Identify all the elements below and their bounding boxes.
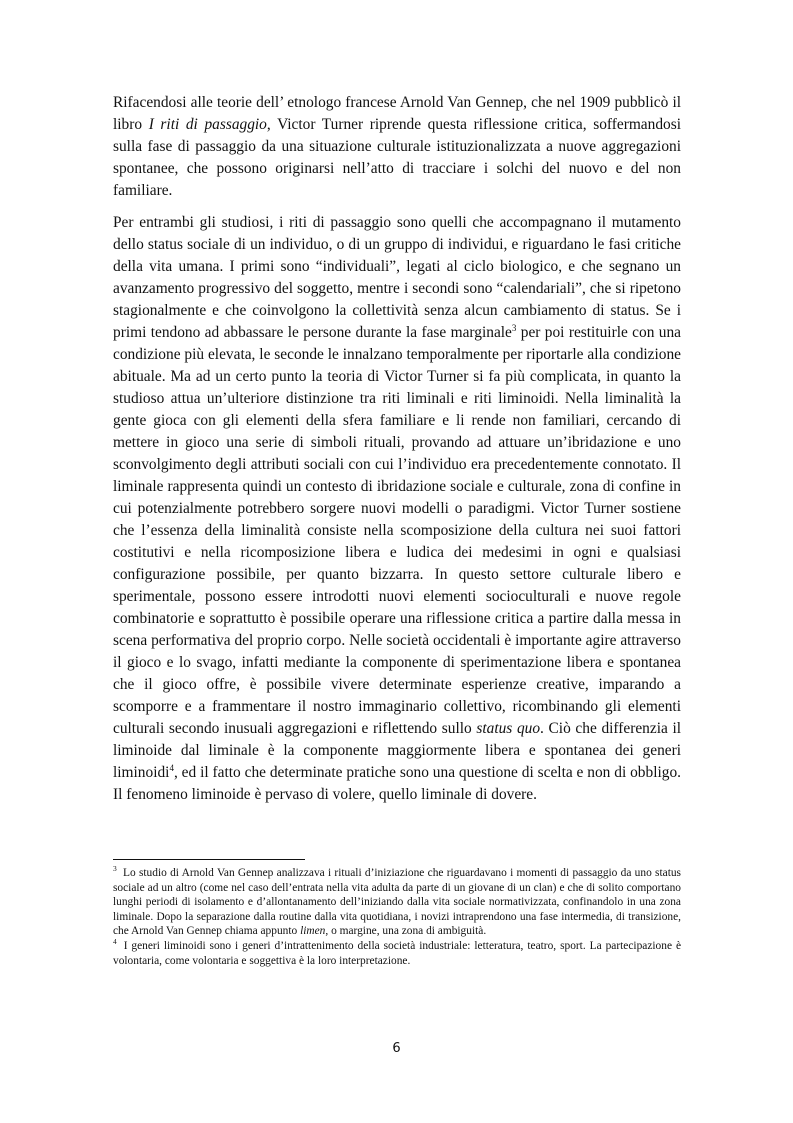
paragraph-1-text-continued: , Victor Turner riprende questa riflessione critica, soffermandosi sulla fase di passaggio da una situazione culturale istituzionalizzata a nuove aggregazioni spontanee, che possono originarsi nell’atto di tracciare i solchi del nuovo e del non familiare.	[113, 116, 681, 199]
paragraph-2-text-continued: per poi restituirle con una condizione più elevata, le seconde le innalzano temporalmente per riportarle alla condizione abituale. Ma ad un certo punto la teoria di Victor Turner si fa più complicata, in quanto la studioso attua un’ulteriore distinzione tra riti liminali e riti liminoidi. Nella liminalità la gente gioca con gli elementi della sfera familiare e li rende non familiari, cercando di mettere in gioco una serie di simboli rituali, provando ad attuare un’ibridazione e uno sconvolgimento degli attributi sociali con cui l’individuo era precedentemente connotato. Il liminale rappresenta quindi un contesto di ibridazione sociale e culturale, zona di confine in cui potenzialmente potrebbero sorgere nuovi modelli o paradigmi. Victor Turner sostiene che l’essenza della liminalità consiste nella scomposizione della cultura nei suoi fattori costitutivi e nella ricomposizione libera e ludica dei medesimi in ogni e qualsiasi configurazione possibile, per quanto bizzarra. In questo settore culturale libero e sperimentale, possono essere introdotti nuovi elementi socioculturali e nuove regole combinatorie e soprattutto è possibile operare una riflessione critica a partire dalla messa in scena performativa del proprio corpo. Nelle società occidentali è importante agire attraverso il gioco e lo svago, infatti mediante la componente di sperimentazione libera e spontanea che il gioco offre, è possibile vivere determinate esperienze creative, imparando a scomporre e a frammentare il nostro immaginario collettivo, ricombinando gli elementi culturali secondo inusuali aggregazioni e riflettendo sullo	[113, 324, 681, 737]
paragraph-2-text: Per entrambi gli studiosi, i riti di passaggio sono quelli che accompagnano il mutamento dello status sociale di un individuo, o di un gruppo di individui, e riguardano le fasi critiche della vita umana. I primi sono “individuali”, legati al ciclo biologico, e che segnano un avanzamento progressivo del soggetto, mentre i secondi sono “calendariali”, che si ripetono stagionalmente e che coinvolgono la collettività senza alcun cambiamento di status. Se i primi tendono ad abbassare le persone durante la fase marginale	[113, 214, 681, 341]
page-body	[113, 92, 681, 806]
footnote-4	[113, 939, 681, 968]
paragraph-2	[113, 212, 681, 806]
footnote-3	[113, 866, 681, 939]
page-number: 6	[392, 1041, 401, 1056]
footnote-3-text: Lo studio di Arnold Van Gennep analizzava i rituali d’iniziazione che riguardavano i momenti di passaggio da uno status sociale ad un altro (come nel caso dell’entrata nella vita adulta da parte di un giovane di un clan) e che di solito comportano lunghi periodi di isolamento e d’allontanamento dell’iniziando dalla vita sociale normativizzata, confinandolo in una zona liminale. Dopo la separazione dalla routine dalla vita quotidiana, i novizi intraprendono una fase intermedia, di transizione, che Arnold Van Gennep chiama appunto	[113, 867, 681, 938]
footnote-3-marker: 3	[113, 864, 117, 874]
footnotes	[113, 866, 681, 968]
paragraph-1-text: Rifacendosi alle teorie dell’ etnologo francese Arnold Van Gennep, che nel 1909 pubblicò il libro	[113, 94, 681, 133]
status-quo-term: status quo	[476, 720, 541, 737]
paragraph-2-text-end: , ed il fatto che determinate pratiche sono una questione di scelta e non di obbligo. Il fenomeno liminoide è pervaso di volere, quello liminale di dovere.	[113, 764, 681, 803]
footnote-3-text-end: , o margine, una zona di ambiguità.	[325, 925, 487, 938]
footnote-ref-3: 3	[511, 322, 517, 333]
footnote-4-marker: 4	[113, 937, 117, 947]
book-title: I riti di passaggio	[148, 116, 267, 133]
paragraph-2-text-liminoide: . Ciò che differenzia il liminoide dal liminale è la componente maggiormente libera e spontanea dei generi liminoidi	[113, 720, 682, 781]
footnote-ref-4: 4	[169, 762, 174, 773]
footnote-separator	[113, 859, 305, 860]
paragraph-1	[113, 92, 681, 202]
limen-term: limen	[300, 925, 326, 938]
footnote-4-text: I generi liminoidi sono i generi d’intrattenimento della società industriale: letteratura, teatro, sport. La partecipazione è volontaria, come volontaria e soggettiva è la loro interpretazione.	[113, 939, 681, 967]
